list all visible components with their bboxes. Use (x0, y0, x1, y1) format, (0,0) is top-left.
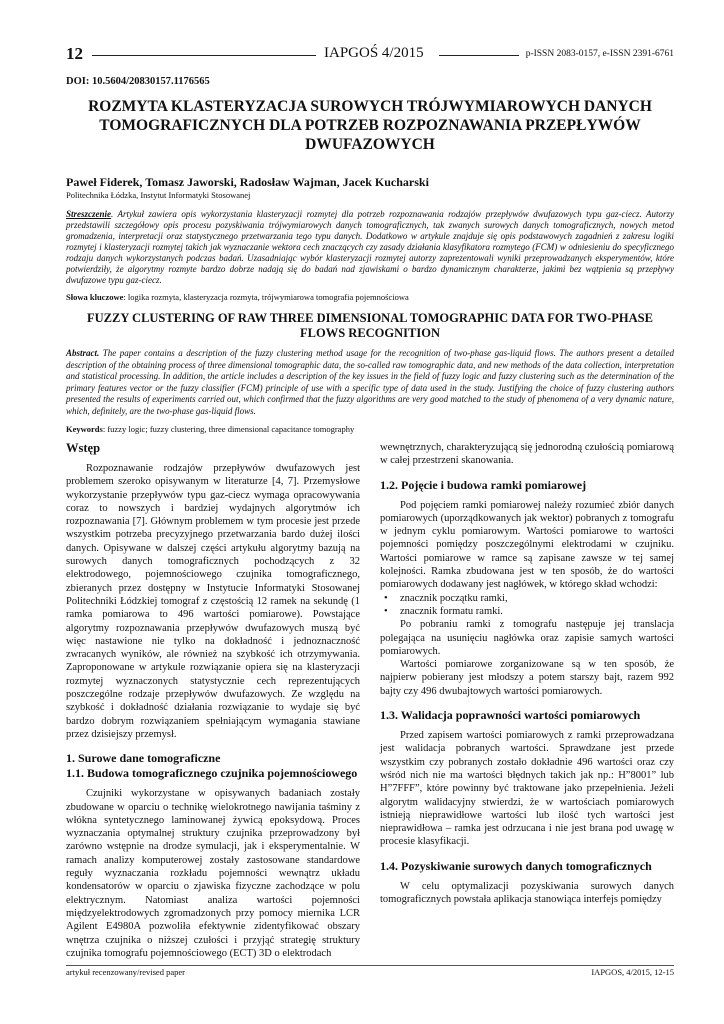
paragraph: Wartości pomiarowe zorganizowane są w ten sposób, że najpierw pobierany jest młodszy a potem starszy bajt, razem 992 bajty czy 496 dwubajtowych wartości pomiarowych. (380, 659, 674, 697)
running-header (66, 44, 674, 64)
page-number: 12 (66, 44, 83, 63)
footer-rule (66, 965, 674, 966)
abstract-english-text: The paper contains a description of the fuzzy clustering method usage for the recognition of two-phase gas-liquid flows. The authors present a detailed description of the obtaining process of three dimensional tomographic data, the so-called raw tomographic data, and new methods of the data collection, interpretation and statistical processing. In addition, the article includes a description of the key issues in the field of fuzzy logic and fuzzy clustering such as the determination of the primary features vector or the fuzzy classifier (FCM) principle of use with a specific type of data used in the study. Justifying the choice of fuzzy clustering authors presented the results of experiments carried out, which confirmed that the fuzzy algorithms are very good matched to the study of phenomena of a very dynamic nature, which, definitely, are the two-phase gas-liquid flows. (66, 348, 674, 416)
abstract-polish (66, 209, 674, 286)
issn: p-ISSN 2083-0157, e-ISSN 2391-6761 (525, 49, 674, 59)
abstract-polish-label: Streszczenie (66, 209, 111, 219)
affiliation: Politechnika Łódzka, Instytut Informatyki Stosowanej (66, 190, 251, 200)
keywords-polish-text: : logika rozmyta, klasteryzacja rozmyta, trójwymiarowa tomografia pojemnościowa (123, 292, 409, 302)
keywords-english (66, 424, 674, 434)
title-english: FUZZY CLUSTERING OF RAW THREE DIMENSIONAL TOMOGRAPHIC DATA FOR TWO-PHASE FLOWS RECOGNITION (87, 311, 653, 340)
list-item (380, 592, 674, 605)
keywords-english-text: : fuzzy logic; fuzzy clustering, three dimensional capacitance tomography (102, 424, 355, 434)
list-item-text: znacznik początku ramki, (400, 592, 508, 604)
right-column (380, 441, 674, 906)
article-page (66, 0, 674, 1024)
paragraph: Rozpoznawanie rodzajów przepływów dwufazowych jest problemem szeroko opisywanym w literaturze [4, 7]. Przemysłowe wykorzystanie przepływów typu gaz-ciecz wymaga opracowywania coraz to nowszych i bardziej wydajnych algorytmów ich rozpoznawania [7]. Głównym problemem w tym procesie jest przede wszystkim potrzeba precyzyjnego przetwarzania bardo dużej ilości danych. Opisywane w dalszej części artykułu algorytmy bazują na surowych danych tomograficznych pochodzących z 32 elektrodowego, pojemnościowego czujnika tomograficznego, zbieranych przez dostępny w Instytucie Informatyki Stosowanej Politechniki Łódzkiej tomograf z częstością 12 ramek na sekundę (1 ramka pomiarowa to 496 wartości pomiarowe). Powstające algorytmy rozpoznawania przepływów dwufazowych muszą być więc nastawione nie tylko na dokładność i jednoznaczność zwracanych wyników, ale również na szybkość ich otrzymywania. Zaproponowane w artykule rozwiązanie opiera się na klasteryzacji rozmytej wyznaczonych statystycznie cech reprezentujących poszczególne rodzaje przepływów dwufazowych. Ze względu na szybkość i dokładność działania rozwiązanie to wydaje się być bardzo dobrym rozwiązaniem spełniającym wymagania stawiane przez dzisiejszy przemysł. (66, 463, 360, 740)
doi: DOI: 10.5604/20830157.1176565 (66, 76, 210, 87)
paragraph: W celu optymalizacji pozyskiwania surowych danych tomograficznych powstała aplikacja stanowiąca interfejs pomiędzy (380, 880, 674, 906)
authors: Paweł Fiderek, Tomasz Jaworski, Radosław Wajman, Jacek Kucharski (66, 175, 429, 189)
keywords-polish (66, 292, 674, 302)
paragraph: Przed zapisem wartości pomiarowych z ramki przeprowadzana jest walidacja pobranych wartości. Sprawdzane jest przede wszystkim czy pobranych zostało dokładnie 496 wartości oraz czy wśród nich nie ma wartości błędnych takich jak np.: H”8001” lub H”7FFF”, które powinny być traktowane jako przepełnienia. Jeżeli algorytm walidacyjny stwierdzi, że w wartościach pomiarowych istnieją nieprawidłowe wartości lub ilość tych wartości jest nieprawidłowa – ramka jest odrzucana i nie jest brana pod uwagę w procesie klasyfikacji. (380, 730, 674, 848)
bullet-marker: • (384, 605, 388, 617)
paragraph: Po pobraniu ramki z tomografu następuje jej translacja polegająca na usunięciu nagłówka oraz zapisie samych wartości pomiarowych. (380, 619, 674, 657)
title-polish: ROZMYTA KLASTERYZACJA SUROWYCH TRÓJWYMIAROWYCH DANYCH TOMOGRAFICZNYCH DLA POTRZEB ROZPOZNAWANIA PRZEPŁYWÓW DWUFAZOWYCH (88, 98, 652, 153)
abstract-english-label: Abstract. (66, 348, 100, 358)
section-heading-1-4: 1.4. Pozyskiwanie surowych danych tomograficznych (380, 858, 652, 873)
section-heading-1-1: 1.1. Budowa tomograficznego czujnika pojemnościowego (66, 766, 358, 781)
paragraph: wewnętrznych, charakteryzującą się jednorodną czułością pomiarową w całej przestrzeni skanowania. (380, 442, 674, 467)
footer-review-note: artykuł recenzowany/revised paper (66, 967, 185, 977)
left-column (66, 441, 360, 960)
keywords-polish-label: Słowa kluczowe (66, 292, 124, 302)
keywords-english-label: Keywords (66, 424, 103, 434)
list-item-text: znacznik formatu ramki. (400, 605, 503, 617)
header-rule-right (439, 55, 519, 56)
list-item (380, 605, 674, 618)
header-rule-left (92, 55, 316, 56)
footer-citation: IAPGOS, 4/2015, 12-15 (591, 967, 674, 977)
paragraph: Czujniki wykorzystane w opisywanych badaniach zostały zbudowane w oparciu o technikę wielokrotnego nawijania taśminy z włókna syntetycznego laminowanej żywicą epoksydową. Proces wyznaczania optymalnej struktury czujnika przeprowadzony był zarówno wstępnie na drodze symulacji, jak i eksperymentalnie. W ramach analizy komputerowej zostały zastosowane standardowe reguły wyznaczania rozkładu pojemności wewnątrz układu kondensatorów w oparciu o zjawiska fizyczne zachodzące w polu elektrycznym. Natomiast analiza wartości pojemności międzyelektrodowych zgromadzonych przy pomocy miernika LCR Agilent E4980A pozwoliła efektywnie zidentyfikować obszary wnętrza czujnika o niższej czułości i przyjąć strategię struktury czujnika tomografu pojemnościowego (ECT) 3D o elektrodach (66, 788, 360, 959)
abstract-english (66, 348, 674, 417)
abstract-polish-text: . Artykuł zawiera opis wykorzystania klasteryzacji rozmytej dla potrzeb rozpoznawania rodzajów przepływów dwufazowych typu gaz-ciecz. Autorzy przedstawili szczegółowy opis procesu pozyskiwania trójwymiarowych danych tomograficznych, tak zwanych surowych danych tomograficznych, nowych metod gromadzenia, interpretacji oraz statystycznego przetwarzania tego typu danych. Dodatkowo w artykule znajduje się opis podstawowych zagadnień z zakresu logiki rozmytej i klasteryzacji rozmytej takich jak wyznaczanie wektora cech znaczących czy zasady działania klasyfikatora rozmytego (FCM) w odniesieniu do specyficznego rodzaju danych wykorzystanych podczas badań. Uzasadniając wybór klasteryzacji rozmytej autorzy zaprezentowali wyniki przeprowadzanych eksperymentów, które potwierdziły, że algorytmy rozmyte bardzo dobrze nadają się do badań nad zjawiskami o bardzo dynamicznym charakterze, jakimi bez wątpienia są przepływy dwufazowe typu gaz-ciecz. (66, 209, 674, 285)
section-heading-wstep: Wstęp (66, 441, 101, 455)
section-heading-1-2: 1.2. Pojęcie i budowa ramki pomiarowej (380, 477, 587, 492)
journal-name: IAPGOŚ 4/2015 (324, 45, 424, 61)
section-heading-1: 1. Surowe dane tomograficzne (66, 751, 221, 766)
paragraph: Pod pojęciem ramki pomiarowej należy rozumieć zbiór danych pomiarowych (uporządkowanych jak wektor) pobranych z tomografu w jednym cyklu pomiarowym. Wartości pomiarowe to wartości pojemności pomiędzy poszczególnymi elektrodami w czujniku. Wartości pomiarowe w ramce są zapisane zawsze w tej samej kolejności. Ramka zbudowana jest w ten sposób, że do wartości pomiarowych dodawany jest nagłówek, w którego skład wchodzi: (380, 499, 674, 591)
section-heading-1-3: 1.3. Walidacja poprawności wartości pomiarowych (380, 708, 641, 723)
bullet-marker: • (384, 592, 388, 604)
